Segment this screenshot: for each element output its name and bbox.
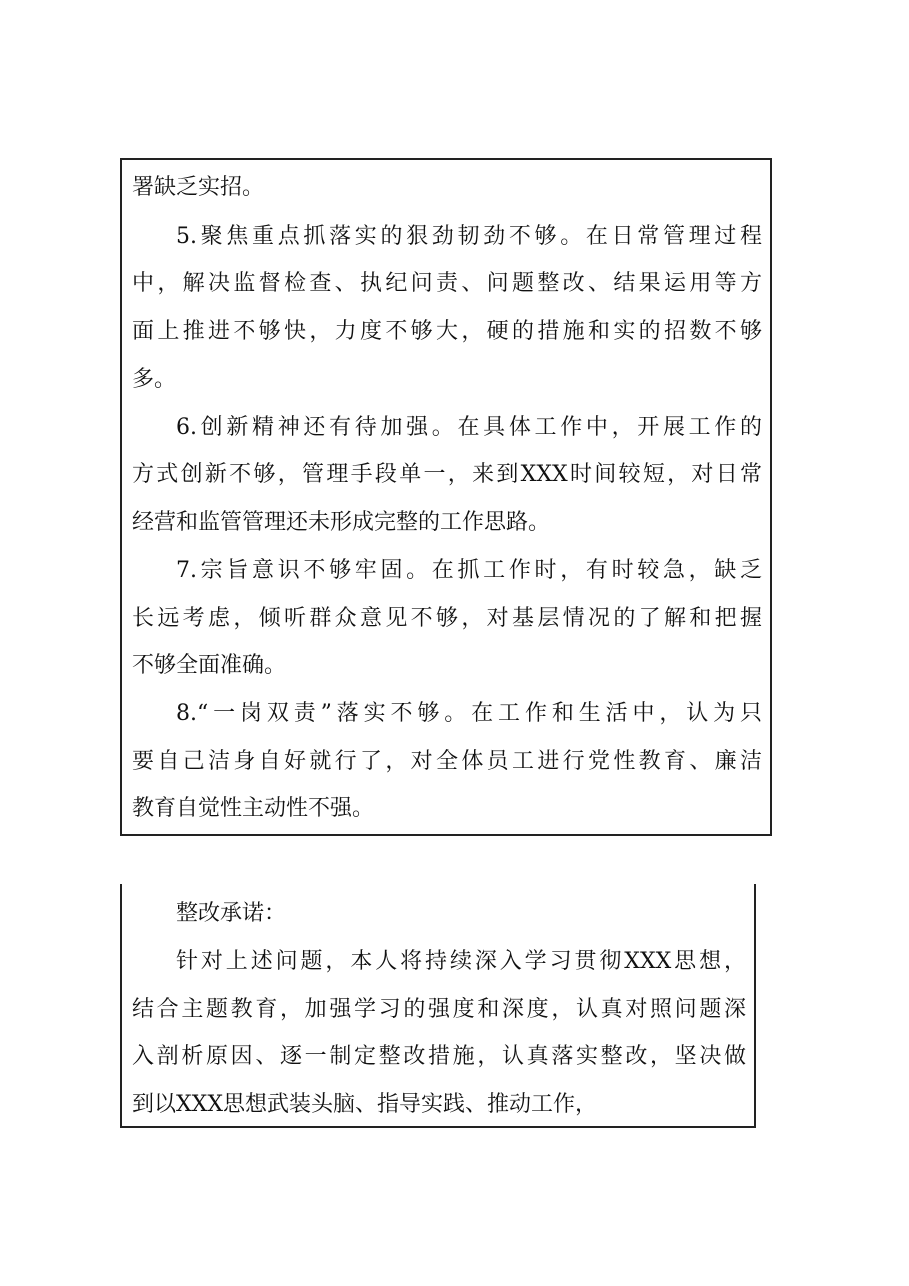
text-line: 不够全面准确。 bbox=[132, 653, 287, 678]
item-8-heading: 8.“一岗双责”落实不够。在工作和生活中，认为只 bbox=[176, 701, 762, 726]
rectification-commitment-box bbox=[120, 884, 756, 1128]
text-line: 经营和监管管理还未形成完整的工作思路。 bbox=[132, 510, 551, 535]
text-line: 中，解决监督检查、执纪问责、问题整改、结果运用等方 bbox=[132, 271, 762, 296]
section-heading: 整改承诺： bbox=[176, 901, 287, 926]
text-line: 结合主题教育，加强学习的强度和深度，认真对照问题深 bbox=[132, 997, 746, 1022]
text-line: 多。 bbox=[132, 367, 177, 392]
text-line: 针对上述问题，本人将持续深入学习贯彻XXX思想， bbox=[176, 949, 746, 974]
item-7-heading: 7.宗旨意识不够牢固。在抓工作时，有时较急，缺乏 bbox=[176, 558, 762, 583]
self-criticism-box bbox=[120, 158, 772, 836]
text-line: 到以XXX思想武装头脑、指导实践、推动工作， bbox=[132, 1092, 597, 1117]
item-6-heading: 6.创新精神还有待加强。在具体工作中，开展工作的 bbox=[176, 415, 762, 440]
text-line: 面上推进不够快，力度不够大，硬的措施和实的招数不够 bbox=[132, 319, 762, 344]
text-line: 教育自觉性主动性不强。 bbox=[132, 796, 375, 821]
item-5-heading: 5.聚焦重点抓落实的狠劲韧劲不够。在日常管理过程 bbox=[176, 224, 762, 249]
text-line: 要自己洁身自好就行了，对全体员工进行党性教育、廉洁 bbox=[132, 749, 762, 774]
text-line: 署缺乏实招。 bbox=[132, 175, 265, 200]
text-line: 长远考虑，倾听群众意见不够，对基层情况的了解和把握 bbox=[132, 606, 762, 631]
text-line: 方式创新不够，管理手段单一，来到XXX时间较短，对日常 bbox=[132, 462, 762, 487]
text-line: 入剖析原因、逐一制定整改措施，认真落实整改，坚决做 bbox=[132, 1044, 746, 1069]
